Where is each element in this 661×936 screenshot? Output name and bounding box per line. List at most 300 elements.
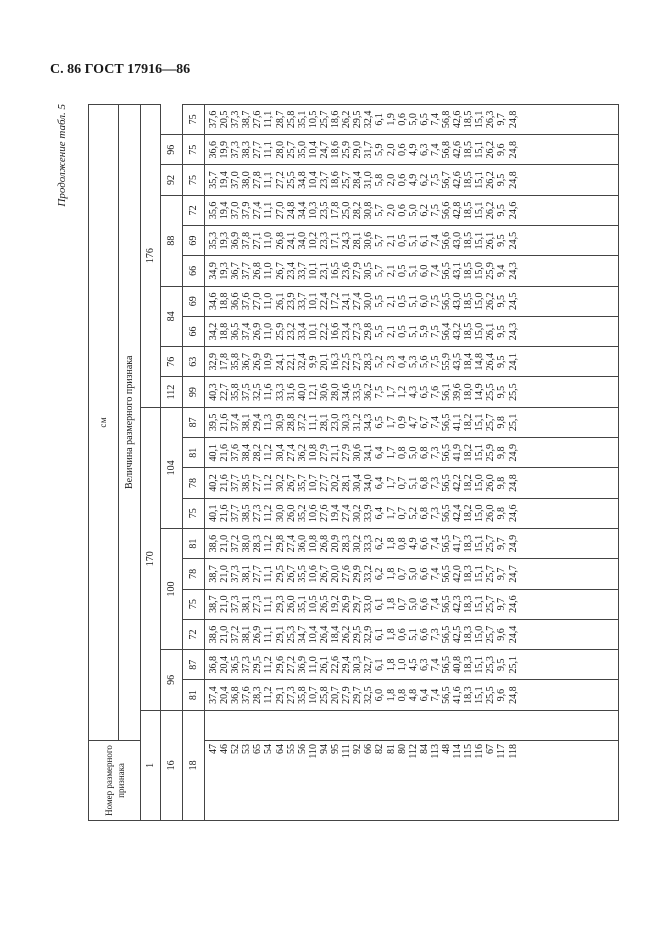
table-cell: 18,4 bbox=[330, 625, 342, 644]
row-number: 64 bbox=[274, 744, 286, 754]
table-cell: 5,7 bbox=[374, 234, 386, 247]
table-cell: 18,4 bbox=[463, 353, 475, 371]
table-cell: 0,5 bbox=[396, 294, 408, 308]
table-continuation-label: Продолжение табл. 5 bbox=[56, 104, 68, 207]
table-cell: 20,4 bbox=[219, 656, 231, 674]
table-cell: 31,6 bbox=[285, 383, 297, 401]
table-cell: 25,7 bbox=[318, 110, 330, 129]
table-cell: 27,7 bbox=[318, 474, 330, 492]
table-cell: 30,3 bbox=[352, 656, 364, 674]
table-cell: 19,9 bbox=[219, 140, 231, 159]
table-cell: 26,1 bbox=[485, 322, 497, 341]
table-cell: 20,4 bbox=[219, 686, 231, 704]
table-cell: 0,8 bbox=[396, 446, 408, 459]
data-column bbox=[205, 165, 619, 195]
table-cell: 37,9 bbox=[241, 201, 253, 220]
table-cell: 0,7 bbox=[396, 597, 408, 611]
table-cell: 5,9 bbox=[374, 143, 386, 156]
table-cell: 0,6 bbox=[396, 204, 408, 217]
table-cell: 0,7 bbox=[396, 507, 408, 520]
table-cell: 11,2 bbox=[263, 535, 275, 553]
table-cell: 29,6 bbox=[274, 656, 286, 674]
table-cell: 37,5 bbox=[241, 383, 253, 401]
table-cell: 9,6 bbox=[496, 688, 508, 702]
table-cell: 35,8 bbox=[296, 686, 308, 704]
table-cell: 0,7 bbox=[396, 476, 408, 490]
table-cell: 19,4 bbox=[219, 171, 231, 189]
row-number: 94 bbox=[318, 744, 330, 754]
table-cell: 33,9 bbox=[363, 504, 375, 523]
table-cell: 7,6 bbox=[429, 385, 441, 399]
table-cell: 1,8 bbox=[385, 567, 397, 581]
table-cell: 25,3 bbox=[285, 625, 297, 644]
table-cell: 24,6 bbox=[507, 504, 519, 523]
table-cell: 9,6 bbox=[496, 143, 508, 156]
table-cell: 23,7 bbox=[318, 171, 330, 189]
table-cell: 33,0 bbox=[363, 595, 375, 613]
table-cell: 27,7 bbox=[252, 140, 264, 159]
table-cell: 43,0 bbox=[452, 292, 464, 310]
table-cell: 5,7 bbox=[374, 264, 386, 278]
table-cell: 37,2 bbox=[296, 413, 308, 432]
table-cell: 33,5 bbox=[352, 383, 364, 401]
table-cell: 33,3 bbox=[274, 383, 286, 401]
table-cell: 36,7 bbox=[230, 262, 242, 280]
table-cell: 42,4 bbox=[452, 504, 464, 523]
table-cell: 37,4 bbox=[241, 322, 253, 341]
data-column bbox=[205, 468, 619, 498]
girth-group-header: 100 bbox=[161, 528, 183, 649]
table-cell: 0,6 bbox=[396, 173, 408, 187]
table-cell: 34,3 bbox=[363, 413, 375, 432]
size-header: 75 bbox=[183, 589, 205, 619]
height-group-header: 1 bbox=[141, 710, 161, 820]
table-cell: 35,2 bbox=[296, 504, 308, 523]
table-cell: 7,5 bbox=[429, 355, 441, 369]
table-cell: 11,0 bbox=[263, 292, 275, 310]
table-cell: 9,5 bbox=[496, 658, 508, 672]
table-cell: 28,3 bbox=[252, 686, 264, 704]
table-cell: 56,5 bbox=[440, 625, 452, 644]
data-table bbox=[88, 104, 619, 821]
table-cell: 37,6 bbox=[241, 292, 253, 310]
table-cell: 28,7 bbox=[274, 110, 286, 129]
table-cell: 27,4 bbox=[285, 534, 297, 553]
table-cell: 39,6 bbox=[452, 383, 464, 401]
table-cell: 15,0 bbox=[474, 262, 486, 280]
row-number: 110 bbox=[307, 744, 319, 759]
table-cell: 9,5 bbox=[496, 385, 508, 399]
table-cell: 1,7 bbox=[385, 446, 397, 459]
table-cell: 6,2 bbox=[374, 537, 386, 550]
table-cell: 7,5 bbox=[374, 385, 386, 399]
table-cell: 42,5 bbox=[452, 625, 464, 644]
data-column bbox=[205, 710, 619, 740]
table-cell: 18,5 bbox=[463, 201, 475, 220]
table-cell: 36,9 bbox=[296, 656, 308, 674]
table-cell: 5,3 bbox=[407, 355, 419, 369]
table-cell: 37,8 bbox=[241, 231, 253, 250]
table-cell: 34,8 bbox=[296, 171, 308, 189]
table-cell: 18,5 bbox=[463, 322, 475, 341]
data-column bbox=[205, 650, 619, 680]
table-cell: 27,9 bbox=[341, 686, 353, 704]
table-cell: 11,0 bbox=[263, 322, 275, 341]
table-cell: 11,1 bbox=[263, 565, 275, 583]
table-cell: 29,3 bbox=[274, 595, 286, 613]
table-cell: 36,2 bbox=[363, 383, 375, 401]
table-cell: 26,7 bbox=[274, 262, 286, 280]
table-cell: 23,3 bbox=[318, 231, 330, 250]
table-cell: 56,4 bbox=[440, 322, 452, 341]
table-cell: 25,9 bbox=[485, 262, 497, 280]
table-cell: 15,0 bbox=[474, 625, 486, 644]
table-cell: 21,0 bbox=[219, 595, 231, 613]
row-number: 67 bbox=[485, 744, 497, 754]
table-cell: 56,5 bbox=[440, 504, 452, 523]
table-cell: 25,5 bbox=[485, 383, 497, 401]
table-cell: 15,1 bbox=[474, 201, 486, 220]
row-header-cell bbox=[89, 741, 141, 821]
table-cell: 15,0 bbox=[474, 504, 486, 523]
table-cell: 26,2 bbox=[341, 625, 353, 644]
table-cell: 9,9 bbox=[307, 355, 319, 369]
table-cell: 9,5 bbox=[496, 173, 508, 187]
row-number: 48 bbox=[440, 744, 452, 754]
data-column bbox=[205, 619, 619, 649]
table-cell: 15,1 bbox=[474, 534, 486, 553]
table-cell: 34,9 bbox=[208, 262, 219, 280]
table-cell: 7,4 bbox=[429, 143, 441, 156]
table-cell: 37,3 bbox=[230, 565, 242, 583]
table-cell: 20,1 bbox=[318, 353, 330, 371]
row-number: 81 bbox=[385, 744, 397, 754]
table-cell: 9,5 bbox=[496, 204, 508, 217]
table-cell: 11,1 bbox=[263, 201, 275, 219]
size-header: 72 bbox=[183, 619, 205, 649]
table-cell: 36,6 bbox=[230, 292, 242, 310]
table-cell: 24,4 bbox=[507, 625, 519, 644]
table-cell: 11,1 bbox=[263, 171, 275, 189]
table-cell: 11,0 bbox=[263, 232, 275, 250]
table-cell: 9,8 bbox=[496, 507, 508, 520]
table-cell: 1,9 bbox=[385, 113, 397, 126]
table-cell: 30,4 bbox=[274, 443, 286, 462]
table-cell: 26,2 bbox=[485, 201, 497, 220]
table-cell: 56,5 bbox=[440, 474, 452, 492]
table-cell: 38,6 bbox=[208, 625, 219, 644]
table-cell: 41,1 bbox=[452, 413, 464, 432]
table-cell: 25,7 bbox=[485, 595, 497, 613]
size-header: 18 bbox=[183, 710, 205, 820]
table-cell: 24,1 bbox=[285, 231, 297, 250]
size-header: 69 bbox=[183, 286, 205, 316]
table-cell: 7,3 bbox=[429, 446, 441, 459]
table-cell: 0,6 bbox=[396, 628, 408, 641]
table-cell: 56,5 bbox=[440, 292, 452, 310]
table-cell: 29,8 bbox=[363, 322, 375, 341]
table-cell: 15,1 bbox=[474, 140, 486, 159]
table-cell: 18,3 bbox=[463, 625, 475, 644]
table-cell: 38,3 bbox=[241, 140, 253, 159]
table-cell: 25,1 bbox=[507, 656, 519, 674]
table-cell: 5,1 bbox=[407, 325, 419, 338]
table-cell: 2,1 bbox=[385, 234, 397, 247]
table-cell: 5,1 bbox=[407, 628, 419, 641]
table-cell: 17,1 bbox=[330, 231, 342, 250]
table-cell: 9,7 bbox=[496, 567, 508, 581]
table-cell: 29,9 bbox=[352, 565, 364, 583]
table-cell: 28,2 bbox=[352, 201, 364, 220]
page-header: С. 86 ГОСТ 17916—86 bbox=[50, 62, 191, 77]
height-group-header: 176 bbox=[141, 104, 161, 407]
data-column bbox=[205, 256, 619, 286]
table-cell: 16,6 bbox=[330, 322, 342, 341]
table-cell: 26,0 bbox=[285, 595, 297, 613]
table-cell: 26,0 bbox=[485, 504, 497, 523]
table-cell: 7,5 bbox=[429, 173, 441, 187]
table-cell: 23,0 bbox=[330, 413, 342, 432]
table-cell: 34,0 bbox=[363, 474, 375, 492]
table-cell: 27,4 bbox=[341, 504, 353, 523]
table-cell: 11,1 bbox=[263, 141, 275, 159]
table-cell: 33,2 bbox=[363, 565, 375, 583]
table-cell: 4,3 bbox=[407, 385, 419, 399]
table-cell: 37,3 bbox=[230, 140, 242, 159]
table-cell: 35,3 bbox=[208, 231, 219, 250]
size-header: 87 bbox=[183, 650, 205, 680]
table-cell: 18,2 bbox=[463, 443, 475, 462]
table-cell: 35,5 bbox=[296, 565, 308, 583]
table-frame bbox=[56, 104, 618, 821]
row-number: 82 bbox=[374, 744, 386, 754]
table-cell: 6,1 bbox=[374, 658, 386, 672]
table-cell: 37,7 bbox=[230, 474, 242, 492]
table-cell: 15,0 bbox=[474, 474, 486, 492]
size-header: 75 bbox=[183, 498, 205, 528]
table-cell: 10,5 bbox=[307, 595, 319, 613]
table-cell: 35,0 bbox=[296, 140, 308, 159]
table-cell: 0,5 bbox=[396, 325, 408, 338]
table-cell: 6,5 bbox=[418, 385, 430, 399]
table-cell: 29,1 bbox=[274, 686, 286, 704]
table-cell: 6,1 bbox=[374, 628, 386, 641]
table-cell: 29,5 bbox=[352, 625, 364, 644]
table-cell: 23,9 bbox=[285, 292, 297, 310]
table-cell: 29,8 bbox=[274, 534, 286, 553]
table-cell: 20,9 bbox=[330, 534, 342, 553]
table-cell: 5,7 bbox=[374, 204, 386, 217]
table-cell: 6,2 bbox=[418, 204, 430, 217]
data-column bbox=[205, 104, 619, 135]
table-cell: 5,0 bbox=[407, 204, 419, 217]
table-cell: 26,1 bbox=[274, 292, 286, 310]
table-cell: 7,3 bbox=[429, 507, 441, 520]
table-cell: 19,3 bbox=[219, 231, 231, 250]
table-cell: 37,7 bbox=[230, 504, 242, 523]
row-number: 56 bbox=[296, 744, 308, 754]
table-cell: 18,3 bbox=[463, 686, 475, 704]
table-cell: 30,2 bbox=[352, 534, 364, 553]
table-cell: 36,5 bbox=[230, 322, 242, 341]
row-header-label: Номер размерного признака bbox=[103, 745, 126, 816]
table-cell: 25,7 bbox=[485, 625, 497, 644]
girth-group-header: 104 bbox=[161, 407, 183, 528]
table-cell: 18,2 bbox=[463, 413, 475, 432]
table-cell: 1,8 bbox=[385, 537, 397, 550]
table-cell: 35,1 bbox=[296, 595, 308, 613]
table-cell: 11,2 bbox=[263, 686, 275, 704]
table-cell: 25,0 bbox=[341, 201, 353, 220]
table-cell: 24,3 bbox=[507, 262, 519, 280]
table-cell: 9,4 bbox=[496, 264, 508, 278]
table-cell: 6,8 bbox=[418, 476, 430, 490]
table-cell: 0,7 bbox=[396, 567, 408, 581]
table-cell: 6,5 bbox=[374, 416, 386, 429]
table-cell: 32,9 bbox=[208, 353, 219, 371]
table-cell: 37,6 bbox=[230, 443, 242, 462]
data-column bbox=[205, 377, 619, 407]
table-cell: 1,2 bbox=[396, 385, 408, 399]
row-number: 55 bbox=[285, 744, 297, 754]
table-cell: 33,4 bbox=[296, 322, 308, 341]
table-cell: 37,3 bbox=[241, 656, 253, 674]
table-cell: 11,2 bbox=[263, 474, 275, 492]
table-cell: 0,6 bbox=[396, 143, 408, 156]
table-cell: 38,5 bbox=[241, 504, 253, 523]
table-cell: 11,2 bbox=[263, 444, 275, 462]
table-cell: 24,5 bbox=[507, 231, 519, 250]
table-cell: 30,0 bbox=[363, 292, 375, 310]
table-cell: 33,7 bbox=[296, 292, 308, 310]
table-cell: 10,8 bbox=[307, 443, 319, 462]
table-cell: 26,5 bbox=[318, 595, 330, 613]
table-cell: 1,8 bbox=[385, 688, 397, 702]
table-cell: 36,7 bbox=[241, 353, 253, 371]
table-cell: 2,0 bbox=[385, 204, 397, 217]
table-cell: 9,6 bbox=[496, 628, 508, 641]
table-cell: 4,5 bbox=[407, 658, 419, 672]
table-cell: 30,6 bbox=[363, 231, 375, 250]
size-header: 78 bbox=[183, 559, 205, 589]
table-cell: 11,0 bbox=[307, 656, 319, 674]
data-column bbox=[205, 286, 619, 316]
table-cell: 5,0 bbox=[407, 113, 419, 126]
table-cell: 27,9 bbox=[318, 443, 330, 462]
table-cell: 26,1 bbox=[485, 231, 497, 250]
table-cell: 1,7 bbox=[385, 385, 397, 399]
table-cell: 29,5 bbox=[352, 110, 364, 129]
table-cell: 6,4 bbox=[418, 688, 430, 702]
table-cell: 27,6 bbox=[252, 110, 264, 129]
table-cell: 19,3 bbox=[219, 262, 231, 280]
table-cell: 24,8 bbox=[285, 201, 297, 220]
table-cell: 24,6 bbox=[507, 595, 519, 613]
data-column bbox=[205, 589, 619, 619]
table-cell: 34,7 bbox=[296, 625, 308, 644]
table-cell: 26,7 bbox=[285, 565, 297, 583]
table-cell: 28,4 bbox=[352, 171, 364, 189]
table-cell: 18,8 bbox=[219, 292, 231, 310]
table-cell: 27,3 bbox=[252, 595, 264, 613]
table-cell: 29,5 bbox=[274, 565, 286, 583]
table-cell: 6,3 bbox=[418, 658, 430, 672]
table-cell: 23,2 bbox=[285, 322, 297, 341]
table-cell: 7,4 bbox=[429, 688, 441, 702]
table-cell: 56,5 bbox=[440, 686, 452, 704]
table-cell: 29,0 bbox=[352, 140, 364, 159]
table-cell: 26,0 bbox=[485, 474, 497, 492]
table-cell: 27,2 bbox=[285, 656, 297, 674]
table-cell: 6,4 bbox=[374, 446, 386, 459]
table-cell: 27,6 bbox=[341, 565, 353, 583]
table-cell: 2,3 bbox=[385, 355, 397, 369]
table-cell: 42,6 bbox=[452, 110, 464, 129]
row-number: 65 bbox=[252, 744, 264, 754]
table-cell: 28,0 bbox=[274, 140, 286, 159]
table-cell: 30,6 bbox=[352, 443, 364, 462]
table-cell: 37,2 bbox=[230, 534, 242, 553]
table-cell: 21,6 bbox=[219, 474, 231, 492]
table-cell: 6,0 bbox=[418, 264, 430, 278]
table-cell: 5,2 bbox=[407, 507, 419, 520]
table-cell: 28,1 bbox=[341, 474, 353, 492]
table-cell: 10,5 bbox=[307, 110, 319, 129]
table-cell: 18,0 bbox=[463, 383, 475, 401]
table-cell: 11,2 bbox=[263, 504, 275, 522]
table-cell: 27,0 bbox=[252, 292, 264, 310]
table-cell: 24,9 bbox=[507, 443, 519, 462]
row-number: 116 bbox=[474, 744, 486, 759]
table-cell: 42,6 bbox=[452, 140, 464, 159]
table-cell: 1,8 bbox=[385, 597, 397, 611]
table-cell: 11,0 bbox=[263, 262, 275, 280]
table-cell: 7,5 bbox=[429, 294, 441, 308]
table-cell: 27,3 bbox=[285, 686, 297, 704]
table-cell: 11,1 bbox=[263, 595, 275, 613]
table-cell: 56,5 bbox=[440, 413, 452, 432]
table-cell: 18,3 bbox=[463, 656, 475, 674]
size-header: 75 bbox=[183, 165, 205, 195]
table-cell: 33,3 bbox=[363, 534, 375, 553]
table-cell: 18,2 bbox=[463, 474, 475, 492]
table-cell: 38,7 bbox=[241, 110, 253, 129]
table-cell: 29,1 bbox=[274, 625, 286, 644]
table-cell: 35,7 bbox=[296, 474, 308, 492]
table-cell: 32,4 bbox=[296, 353, 308, 371]
table-cell: 7,4 bbox=[429, 658, 441, 672]
table-cell: 9,5 bbox=[496, 294, 508, 308]
table-cell: 29,4 bbox=[341, 656, 353, 674]
table-cell: 38,0 bbox=[241, 171, 253, 189]
table-cell: 56,6 bbox=[440, 231, 452, 250]
table-cell: 15,1 bbox=[474, 595, 486, 613]
table-cell: 7,4 bbox=[429, 537, 441, 550]
table-cell: 24,8 bbox=[507, 140, 519, 159]
table-cell: 6,8 bbox=[418, 507, 430, 520]
table-cell: 18,5 bbox=[463, 171, 475, 189]
table-cell: 2,1 bbox=[385, 325, 397, 338]
girth-group-header: 76 bbox=[161, 347, 183, 377]
table-cell: 20,0 bbox=[330, 565, 342, 583]
table-cell: 38,0 bbox=[241, 534, 253, 553]
table-cell: 17,8 bbox=[330, 201, 342, 220]
table-cell: 30,3 bbox=[341, 413, 353, 432]
data-column bbox=[205, 498, 619, 528]
table-cell: 7,5 bbox=[429, 204, 441, 217]
table-cell: 2,0 bbox=[385, 173, 397, 187]
table-cell: 26,7 bbox=[318, 565, 330, 583]
